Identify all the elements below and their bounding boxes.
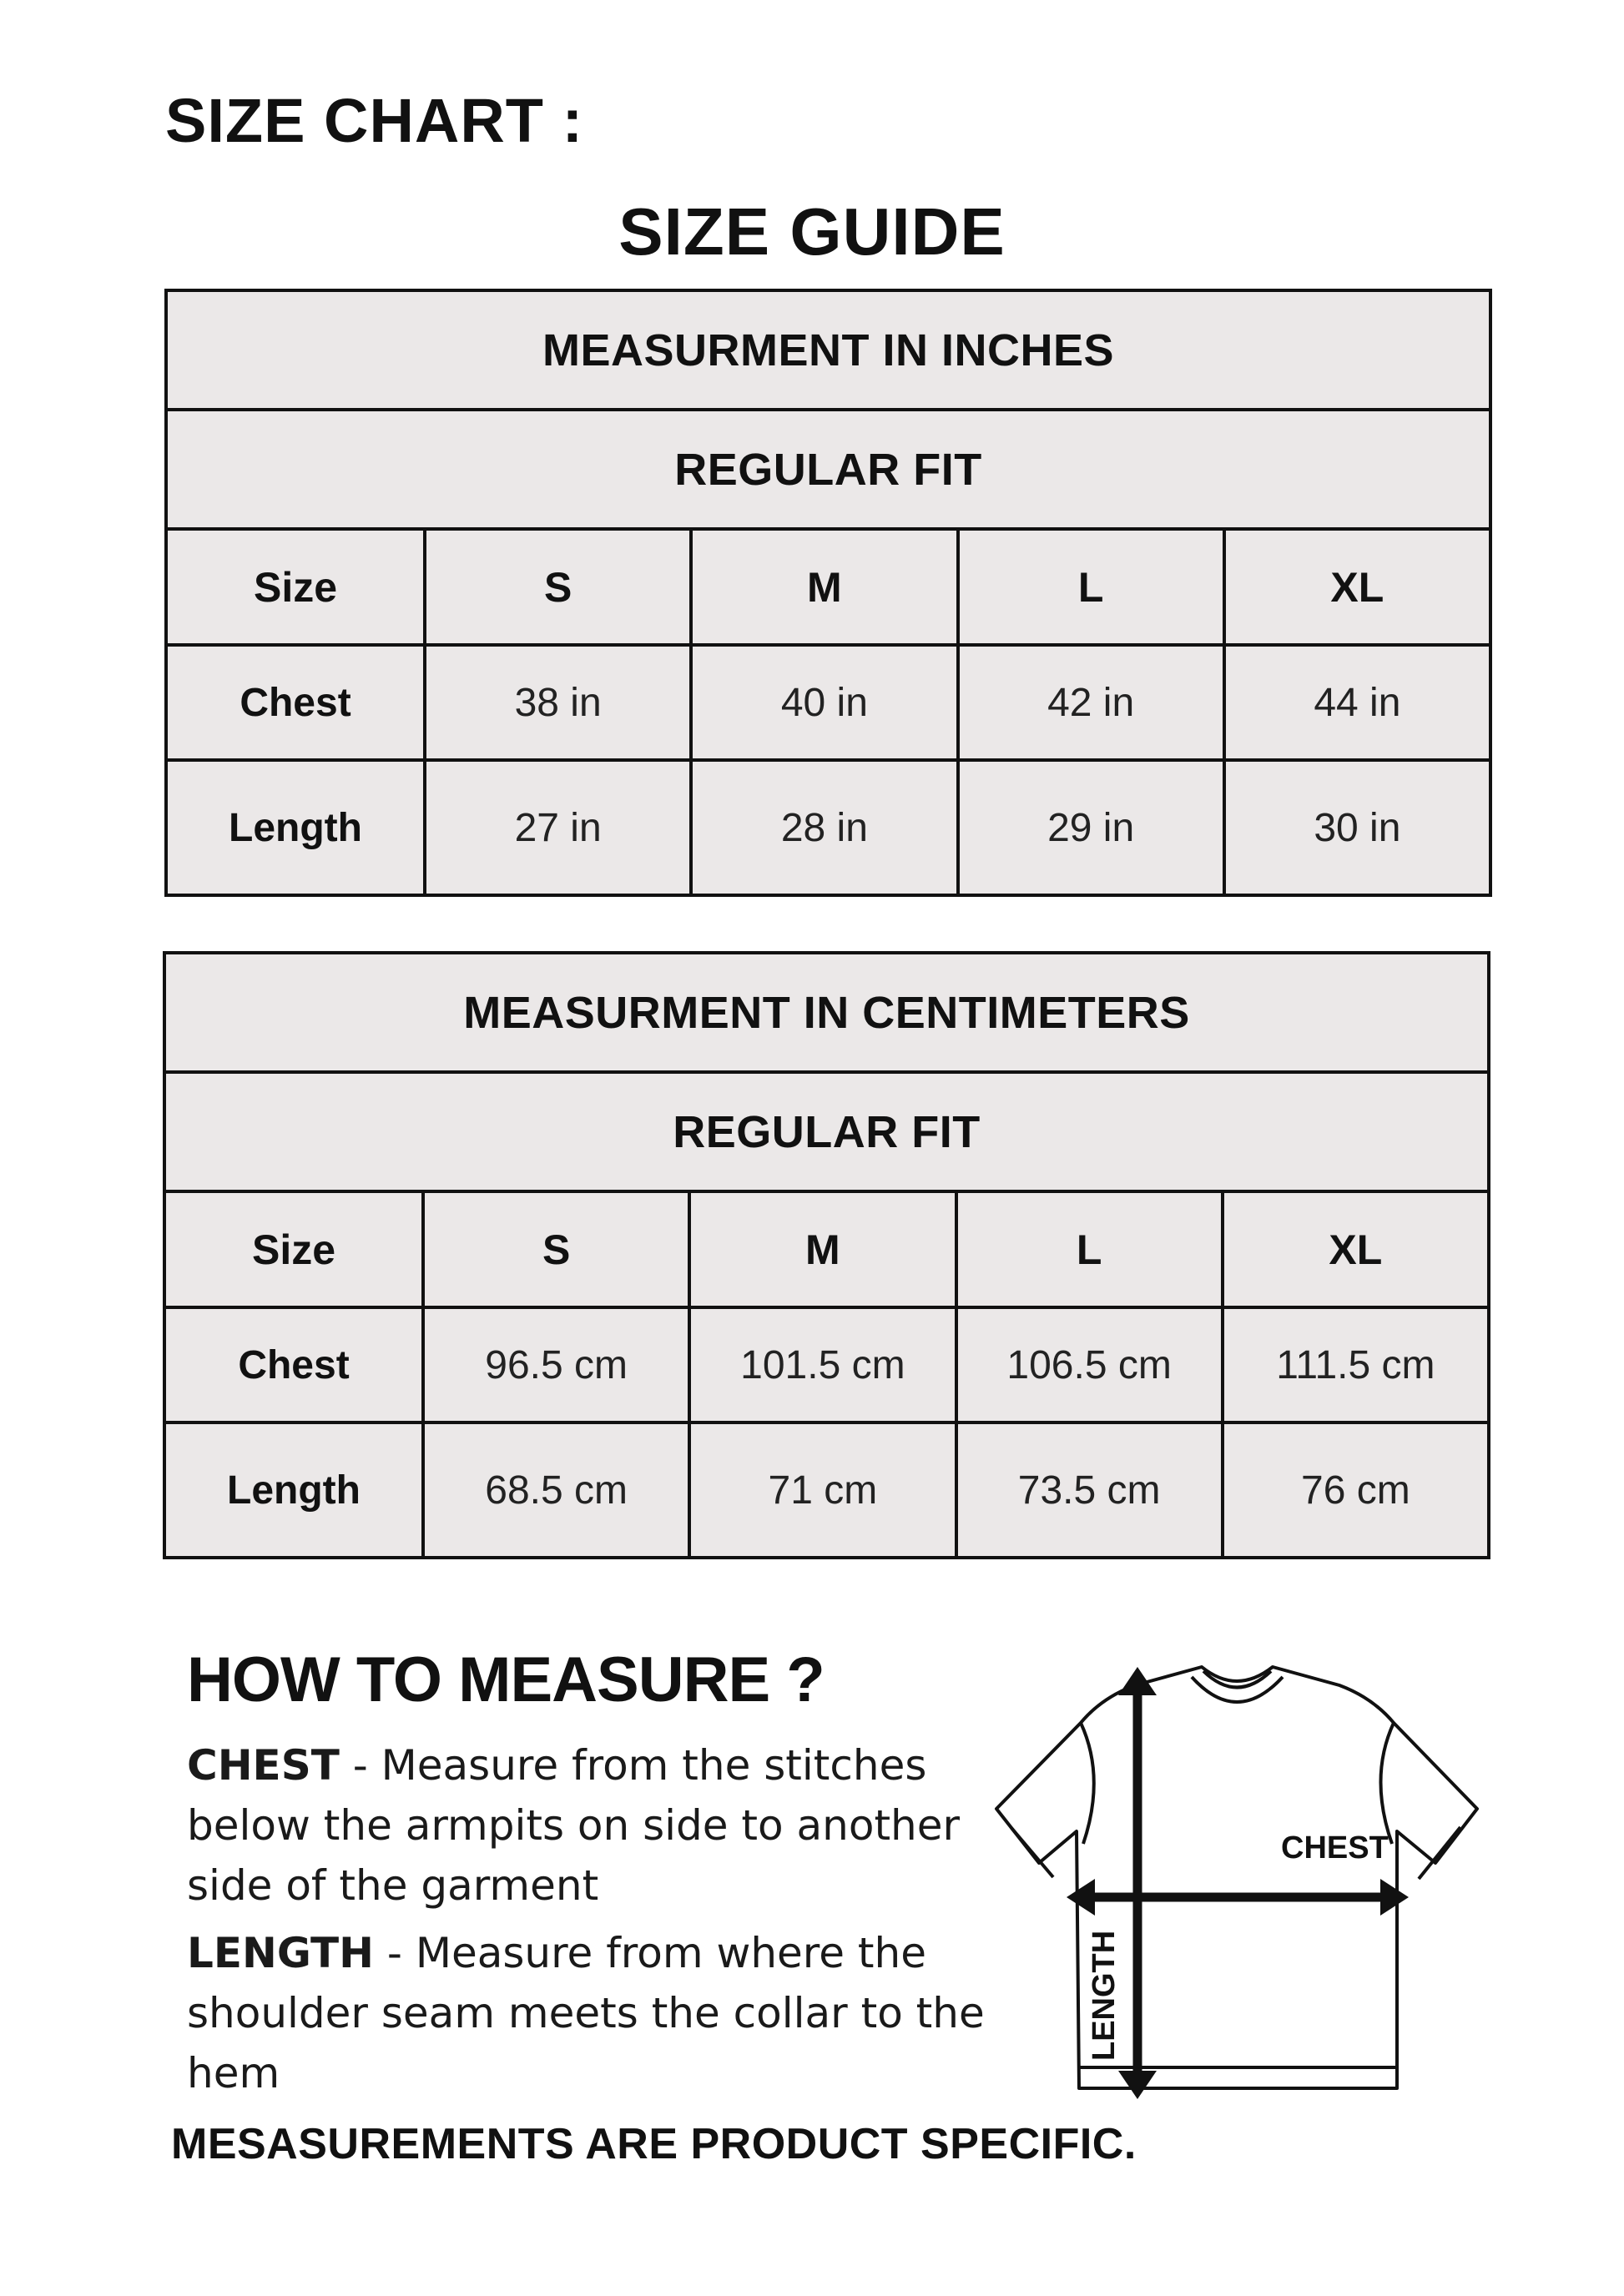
- size-header-label: Size: [166, 529, 425, 645]
- length-description: - Measure from where the shoulder seam meets the collar to the hem: [187, 1929, 985, 2097]
- table-row: [166, 760, 1490, 895]
- size-l-header: L: [958, 529, 1224, 645]
- chest-row-label: Chest: [166, 645, 425, 760]
- measure-arrows: [1085, 1687, 1389, 2077]
- size-xl-header: XL: [1224, 529, 1490, 645]
- table-row: [164, 1422, 1489, 1558]
- chest-description: - Measure from the stitches below the armpits on side to another side of the garment: [187, 1741, 961, 1910]
- length-s-value: 68.5 cm: [423, 1422, 689, 1558]
- chest-xl-value: 44 in: [1224, 645, 1490, 760]
- size-xl-header: XL: [1223, 1191, 1489, 1307]
- chest-term: CHEST: [187, 1741, 340, 1790]
- size-s-header: S: [425, 529, 691, 645]
- table-row: [164, 1191, 1489, 1307]
- length-l-value: 29 in: [958, 760, 1224, 895]
- length-row-label: Length: [164, 1422, 423, 1558]
- chest-xl-value: 111.5 cm: [1223, 1307, 1489, 1422]
- chest-l-value: 106.5 cm: [956, 1307, 1223, 1422]
- size-m-header: M: [689, 1191, 956, 1307]
- length-xl-value: 76 cm: [1223, 1422, 1489, 1558]
- tshirt-measure-diagram: [985, 1644, 1485, 2111]
- chest-diagram-label: CHEST: [1281, 1830, 1389, 1866]
- length-instruction: [187, 1923, 1021, 2103]
- chest-s-value: 38 in: [425, 645, 691, 760]
- size-chart-heading: SIZE CHART :: [165, 86, 584, 155]
- inches-fit-label: REGULAR FIT: [166, 410, 1490, 529]
- length-m-value: 71 cm: [689, 1422, 956, 1558]
- chest-s-value: 96.5 cm: [423, 1307, 689, 1422]
- length-diagram-label: LENGTH: [1087, 1930, 1122, 2061]
- centimeters-table-title: MEASURMENT IN CENTIMETERS: [164, 953, 1489, 1072]
- size-header-label: Size: [164, 1191, 423, 1307]
- chest-row-label: Chest: [164, 1307, 423, 1422]
- length-m-value: 28 in: [691, 760, 957, 895]
- chest-instruction: [187, 1735, 1021, 1916]
- length-l-value: 73.5 cm: [956, 1422, 1223, 1558]
- length-row-label: Length: [166, 760, 425, 895]
- table-row: [166, 529, 1490, 645]
- arrow-head-right-icon: [1380, 1879, 1409, 1916]
- chest-m-value: 101.5 cm: [689, 1307, 956, 1422]
- length-s-value: 27 in: [425, 760, 691, 895]
- table-row: [166, 645, 1490, 760]
- how-to-measure-title: HOW TO MEASURE ?: [187, 1644, 825, 1715]
- table-row: [164, 1307, 1489, 1422]
- length-term: LENGTH: [187, 1929, 374, 1977]
- size-guide-title: SIZE GUIDE: [618, 194, 1006, 269]
- size-m-header: M: [691, 529, 957, 645]
- centimeters-fit-label: REGULAR FIT: [164, 1072, 1489, 1191]
- arrow-head-left-icon: [1067, 1879, 1095, 1916]
- inches-size-table: [164, 289, 1492, 897]
- chest-l-value: 42 in: [958, 645, 1224, 760]
- product-specific-note: MESASUREMENTS ARE PRODUCT SPECIFIC.: [171, 2120, 1137, 2168]
- size-l-header: L: [956, 1191, 1223, 1307]
- tshirt-outline: [996, 1667, 1477, 2088]
- length-xl-value: 30 in: [1224, 760, 1490, 895]
- centimeters-size-table: [163, 951, 1490, 1559]
- inches-table-title: MEASURMENT IN INCHES: [166, 290, 1490, 410]
- size-s-header: S: [423, 1191, 689, 1307]
- arrow-head-down-icon: [1118, 2071, 1157, 2099]
- chest-m-value: 40 in: [691, 645, 957, 760]
